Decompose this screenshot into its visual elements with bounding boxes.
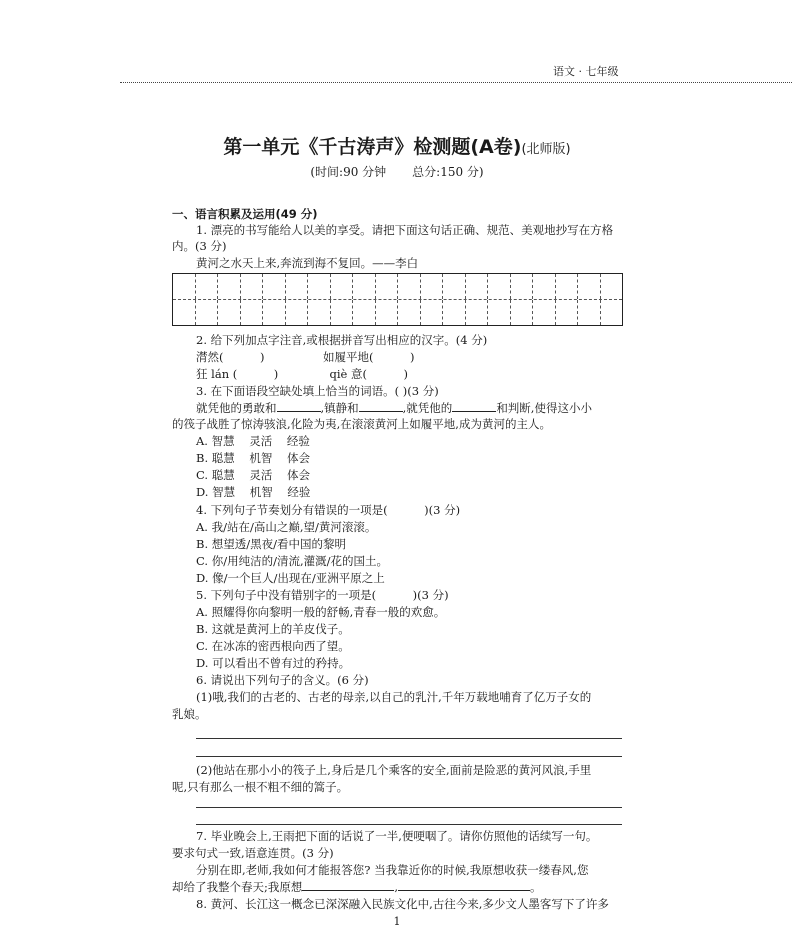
grid-cell <box>556 300 579 325</box>
q6-stem: 6. 请说出下列句子的含义。(6 分) <box>196 673 369 687</box>
q3-option-b[interactable]: B. 聪慧 机智 体会 <box>196 451 311 465</box>
q4-option-d[interactable]: D. 像/一个巨人/出现在/亚洲平原之上 <box>196 571 385 585</box>
q1-quote: 黄河之水天上来,奔流到海不复回。——李白 <box>196 256 419 270</box>
exam-time: (时间:90 分钟 <box>310 165 387 179</box>
grid-cell <box>218 274 241 299</box>
q7-text-cont <box>172 879 542 895</box>
q7-text-part: 却给了我整个春天;我原想 <box>172 880 303 894</box>
grid-cell <box>286 300 309 325</box>
q3-passage-cont: 的筏子战胜了惊涛骇浪,化险为夷,在滚滚黄河上如履平地,成为黄河的主人。 <box>172 417 551 431</box>
grid-cell <box>466 300 489 325</box>
grid-cell <box>196 300 219 325</box>
q7-text-part: 。 <box>530 880 542 894</box>
header-label: 语文 · 七年级 <box>553 65 619 78</box>
grid-row <box>173 274 622 299</box>
fill-blank[interactable] <box>452 400 496 412</box>
fill-blank[interactable] <box>302 879 394 891</box>
grid-cell <box>533 274 556 299</box>
q3-passage-part: 就凭他的勇敢和 <box>196 401 277 415</box>
q4-stem: 4. 下列句子节奏划分有错误的一项是( )(3 分) <box>196 503 461 517</box>
q5-stem: 5. 下列句子中没有错别字的一项是( )(3 分) <box>196 588 449 602</box>
grid-cell <box>488 274 511 299</box>
grid-cell <box>466 274 489 299</box>
grid-cell <box>286 274 309 299</box>
grid-cell <box>196 274 219 299</box>
q7-text-part: , <box>394 880 399 894</box>
title-sub: (北师版) <box>521 142 571 157</box>
q1-stem-cont: 内。(3 分) <box>172 239 227 253</box>
q3-option-c[interactable]: C. 聪慧 灵活 体会 <box>196 468 310 482</box>
q6-sentence2: (2)他站在那小小的筏子上,身后是几个乘客的安全,面前是险恶的黄河风浪,手里 <box>196 763 592 777</box>
exam-meta <box>0 163 794 180</box>
section-heading: 一、语言积累及运用(49 分) <box>172 207 318 221</box>
q5-option-a[interactable]: A. 照耀得你向黎明一般的舒畅,青春一般的欢愈。 <box>196 605 446 619</box>
grid-cell <box>331 274 354 299</box>
grid-cell <box>376 274 399 299</box>
grid-cell <box>601 274 623 299</box>
q8-stem: 8. 黄河、长江这一概念已深深融入民族文化中,古往今来,多少文人墨客写下了许多 <box>196 897 609 911</box>
fill-blank[interactable] <box>277 400 321 412</box>
grid-cell <box>533 300 556 325</box>
q2-stem: 2. 给下列加点字注音,或根据拼音写出相应的汉字。(4 分) <box>196 333 488 347</box>
q2-row1: 潸然( ) 如履平地( ) <box>196 350 415 364</box>
answer-line[interactable] <box>196 807 622 808</box>
grid-cell <box>421 274 444 299</box>
grid-cell <box>308 274 331 299</box>
grid-cell <box>353 300 376 325</box>
grid-cell <box>331 300 354 325</box>
q3-passage-part: ,镇静和 <box>320 401 359 415</box>
q3-stem: 3. 在下面语段空缺处填上恰当的词语。( )(3 分) <box>196 384 439 398</box>
page-number: 1 <box>393 915 401 928</box>
grid-cell <box>173 274 196 299</box>
fill-blank[interactable] <box>359 400 403 412</box>
q5-option-d[interactable]: D. 可以看出不曾有过的矜持。 <box>196 656 351 670</box>
q7-text: 分别在即,老师,我如何才能报答您? 当我靠近你的时候,我原想收获一缕春风,您 <box>196 863 589 877</box>
grid-cell <box>398 274 421 299</box>
answer-line[interactable] <box>196 824 622 825</box>
grid-cell <box>173 300 196 325</box>
grid-row <box>173 299 622 325</box>
grid-cell <box>241 274 264 299</box>
q1-stem: 1. 漂亮的书写能给人以美的享受。请把下面这句话正确、规范、美观地抄写在方格 <box>196 223 614 237</box>
answer-line[interactable] <box>196 738 622 739</box>
q3-option-a[interactable]: A. 智慧 灵活 经验 <box>196 434 310 448</box>
grid-cell <box>578 300 601 325</box>
answer-line[interactable] <box>196 756 622 757</box>
grid-cell <box>488 300 511 325</box>
grid-cell <box>353 274 376 299</box>
q3-passage-part: 和判断,使得这小小 <box>496 401 592 415</box>
q5-option-c[interactable]: C. 在冰冻的密西根向西了望。 <box>196 639 350 653</box>
grid-cell <box>511 300 534 325</box>
grid-cell <box>578 274 601 299</box>
q4-option-b[interactable]: B. 想望透/黑夜/看中国的黎明 <box>196 537 347 551</box>
grid-cell <box>511 274 534 299</box>
q6-sentence1-cont: 乳娘。 <box>172 707 207 721</box>
grid-cell <box>443 300 466 325</box>
q3-option-d[interactable]: D. 智慧 机智 经验 <box>196 485 311 499</box>
grid-cell <box>308 300 331 325</box>
q7-stem: 7. 毕业晚会上,王雨把下面的话说了一半,便哽咽了。请你仿照他的话续写一句。 <box>196 829 598 843</box>
grid-cell <box>601 300 623 325</box>
q3-passage <box>196 400 592 416</box>
grid-cell <box>376 300 399 325</box>
q7-stem-cont: 要求句式一致,语意连贯。(3 分) <box>172 846 334 860</box>
q3-passage-part: ,就凭他的 <box>402 401 453 415</box>
q2-row2: 狂 lán ( ) qiè 意( ) <box>196 367 408 381</box>
grid-cell <box>218 300 241 325</box>
writing-grid[interactable] <box>172 273 623 326</box>
grid-cell <box>263 274 286 299</box>
grid-cell <box>556 274 579 299</box>
title-main: 第一单元《千古涛声》检测题(A卷) <box>223 136 522 158</box>
fill-blank[interactable] <box>398 879 530 891</box>
page-title <box>0 132 794 159</box>
grid-cell <box>421 300 444 325</box>
grid-cell <box>398 300 421 325</box>
exam-score: 总分:150 分) <box>412 165 484 179</box>
q6-sentence2-cont: 呢,只有那么一根不粗不细的篙子。 <box>172 780 349 794</box>
q4-option-a[interactable]: A. 我/站在/高山之巅,望/黄河滚滚。 <box>196 520 377 534</box>
q4-option-c[interactable]: C. 你/用纯洁的/清流,灌溉/花的国土。 <box>196 554 388 568</box>
q6-sentence1: (1)哦,我们的古老的、古老的母亲,以自己的乳汁,千年万载地哺育了亿万子女的 <box>196 690 592 704</box>
grid-cell <box>443 274 466 299</box>
header-divider <box>120 82 792 83</box>
grid-cell <box>241 300 264 325</box>
grid-cell <box>263 300 286 325</box>
q5-option-b[interactable]: B. 这就是黄河上的羊皮伐子。 <box>196 622 350 636</box>
